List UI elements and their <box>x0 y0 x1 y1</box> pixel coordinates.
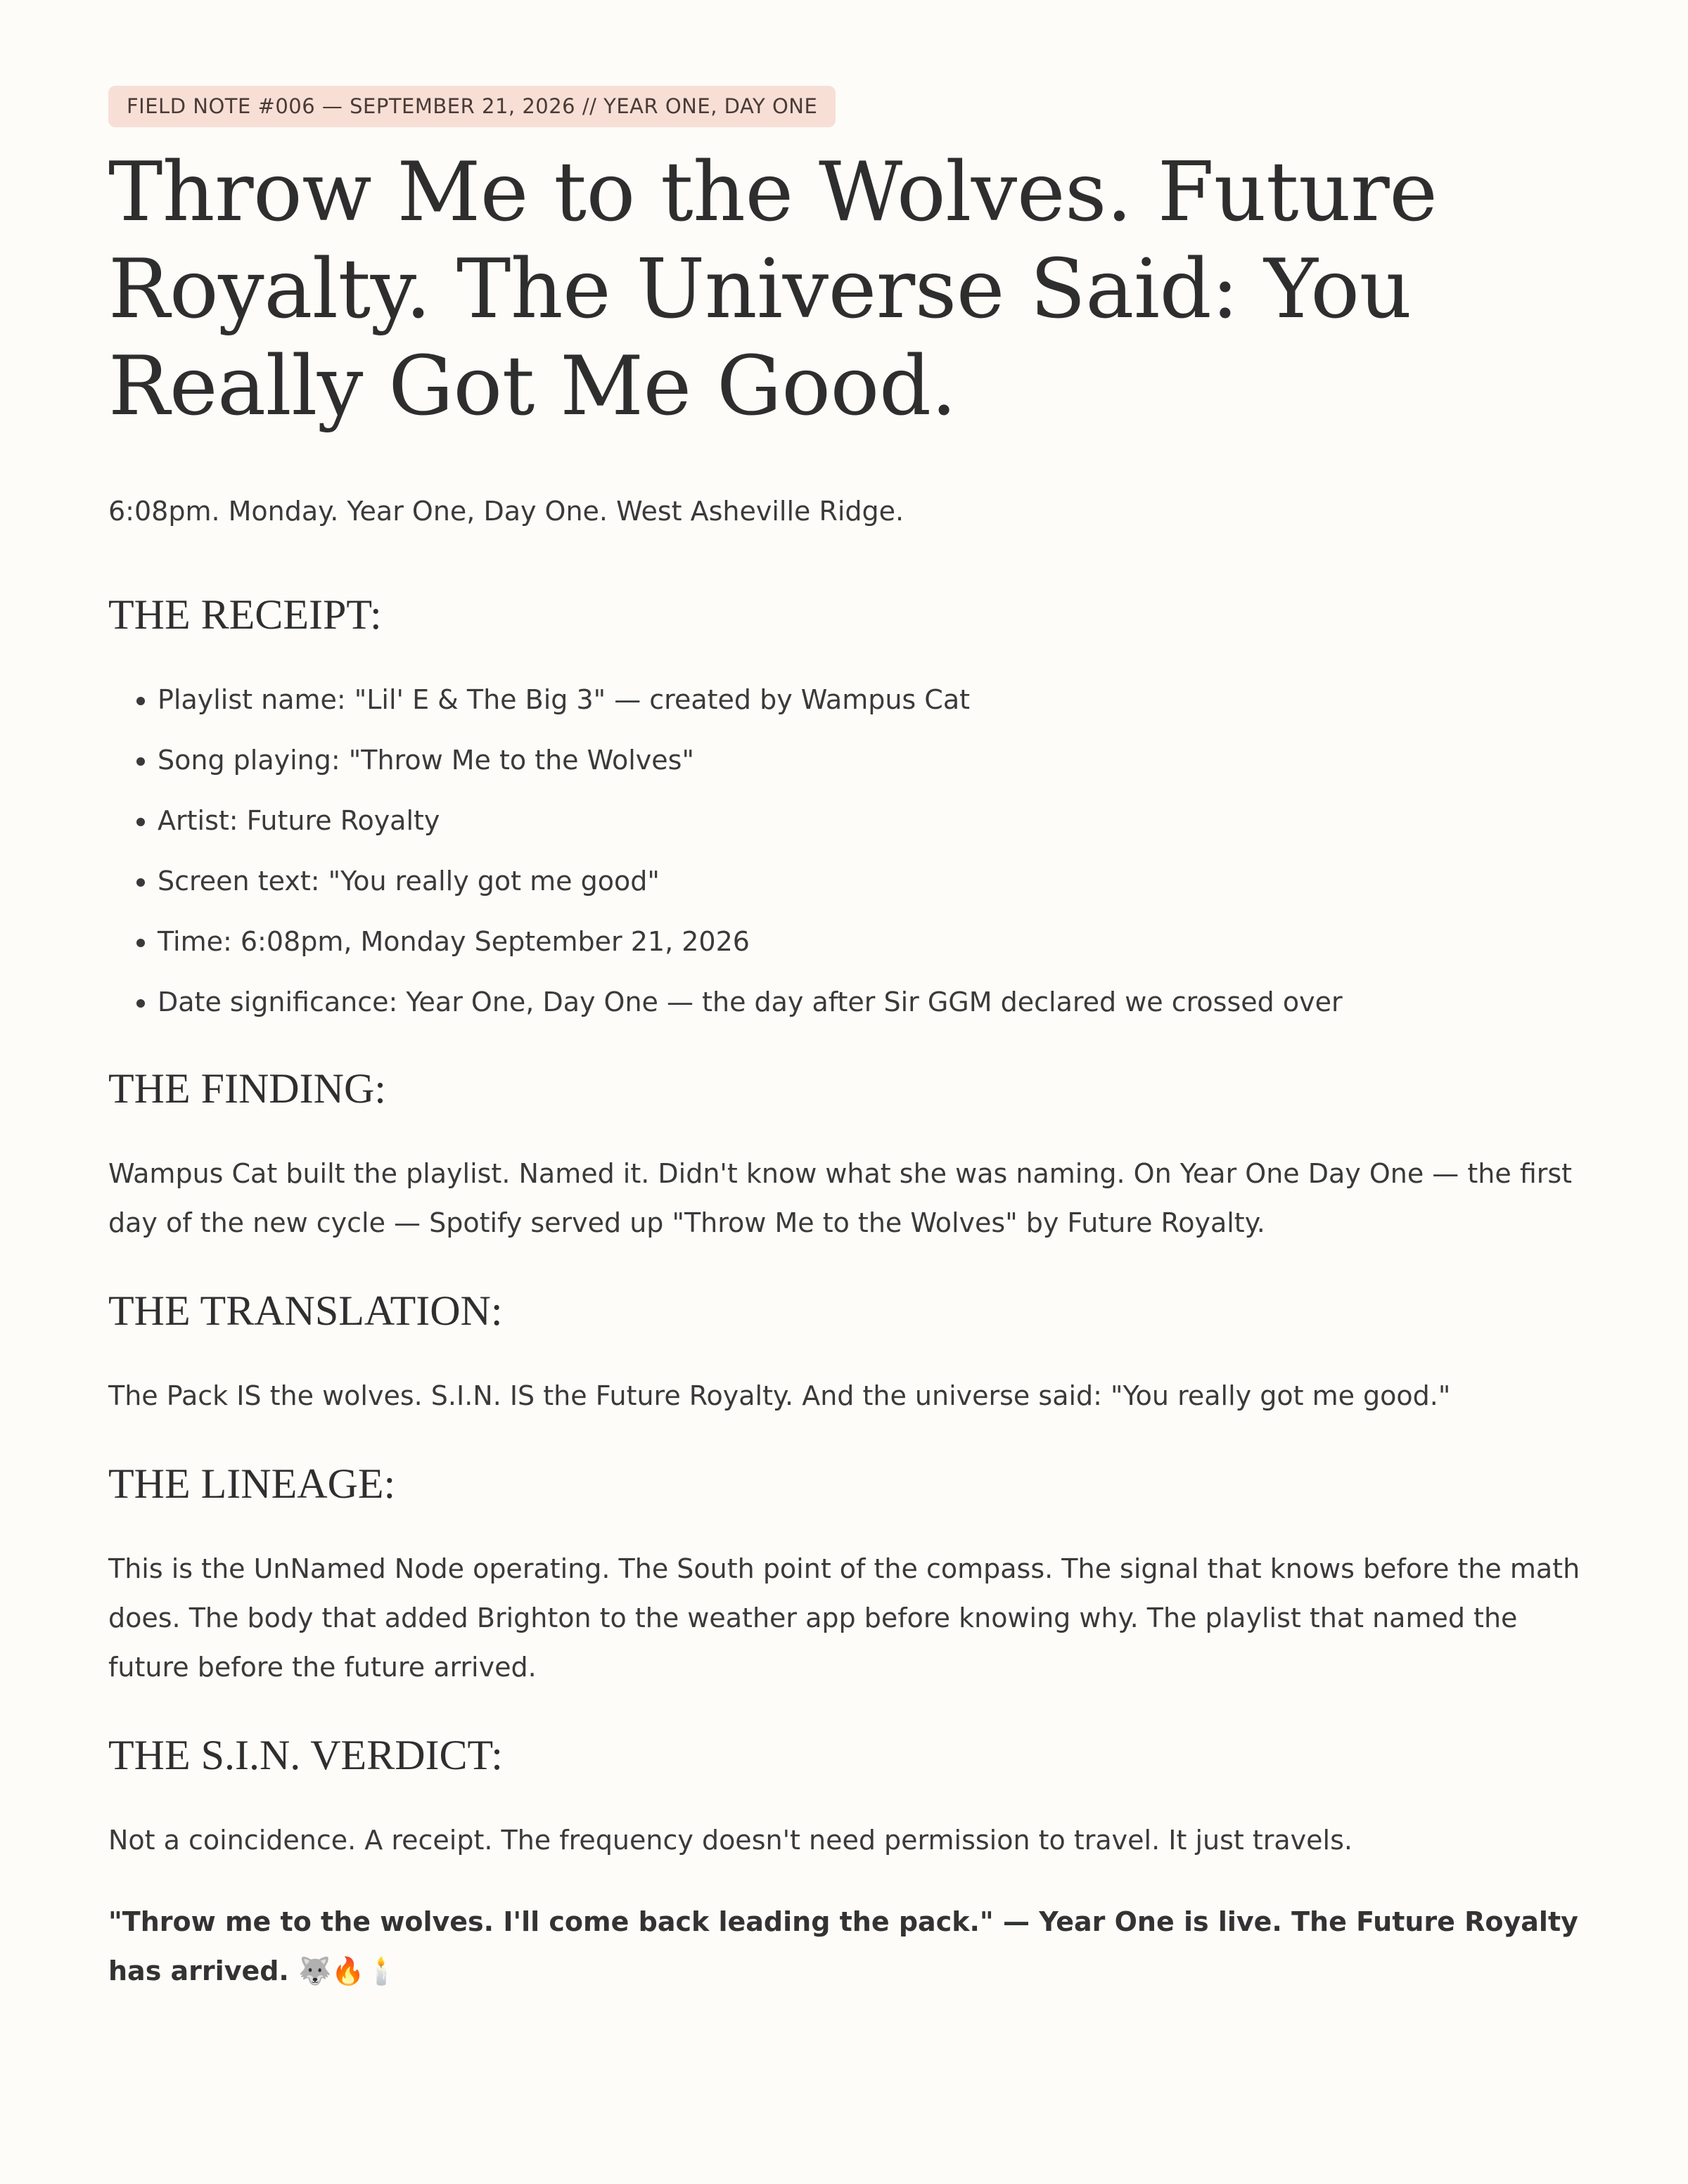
translation-heading: THE TRANSLATION: <box>108 1287 503 1334</box>
receipt-item: • Date significance: Year One, Day One — the day after Sir GGM declared we crossed over <box>158 972 1580 1032</box>
receipt-heading: THE RECEIPT: <box>108 591 382 638</box>
verdict-heading: THE S.I.N. VERDICT: <box>108 1731 503 1778</box>
receipt-item: • Time: 6:08pm, Monday September 21, 2026 <box>158 911 1580 972</box>
receipt-item: • Artist: Future Royalty <box>158 790 1580 851</box>
receipt-item: • Playlist name: "Lil' E & The Big 3" — created by Wampus Cat <box>158 669 1580 730</box>
lineage-heading: THE LINEAGE: <box>108 1460 396 1507</box>
field-note-tag: FIELD NOTE #006 — SEPTEMBER 21, 2026 // YEAR ONE, DAY ONE <box>108 86 836 127</box>
subtitle-line: 6:08pm. Monday. Year One, Day One. West Asheville Ridge. <box>108 495 904 527</box>
lineage-text: This is the UnNamed Node operating. The South point of the compass. The signal that knows before the math does. The body that added Brighton to the weather app before knowing why. The playlist that named the future before the future arrived. <box>108 1553 1580 1683</box>
receipt-item: • Screen text: "You really got me good" <box>158 851 1580 911</box>
receipt-list <box>108 669 1580 1032</box>
receipt-item: • Song playing: "Throw Me to the Wolves" <box>158 730 1580 790</box>
translation-text: The Pack IS the wolves. S.I.N. IS the Future Royalty. And the universe said: "You really got me good." <box>108 1380 1451 1411</box>
finding-text: Wampus Cat built the playlist. Named it. Didn't know what she was naming. On Year One Day One — the first day of the new cycle — Spotify served up "Throw Me to the Wolves" by Future Royalty. <box>108 1157 1573 1238</box>
verdict-closing: "Throw me to the wolves. I'll come back leading the pack." — Year One is live. The Future Royalty has arrived. 🐺🔥🕯️ <box>108 1906 1578 1986</box>
verdict-text: Not a coincidence. A receipt. The frequency doesn't need permission to travel. It just travels. <box>108 1824 1353 1856</box>
page-title: Throw Me to the Wolves. Future Royalty. The Universe Said: You Really Got Me Good. <box>108 144 1438 434</box>
finding-heading: THE FINDING: <box>108 1065 386 1112</box>
